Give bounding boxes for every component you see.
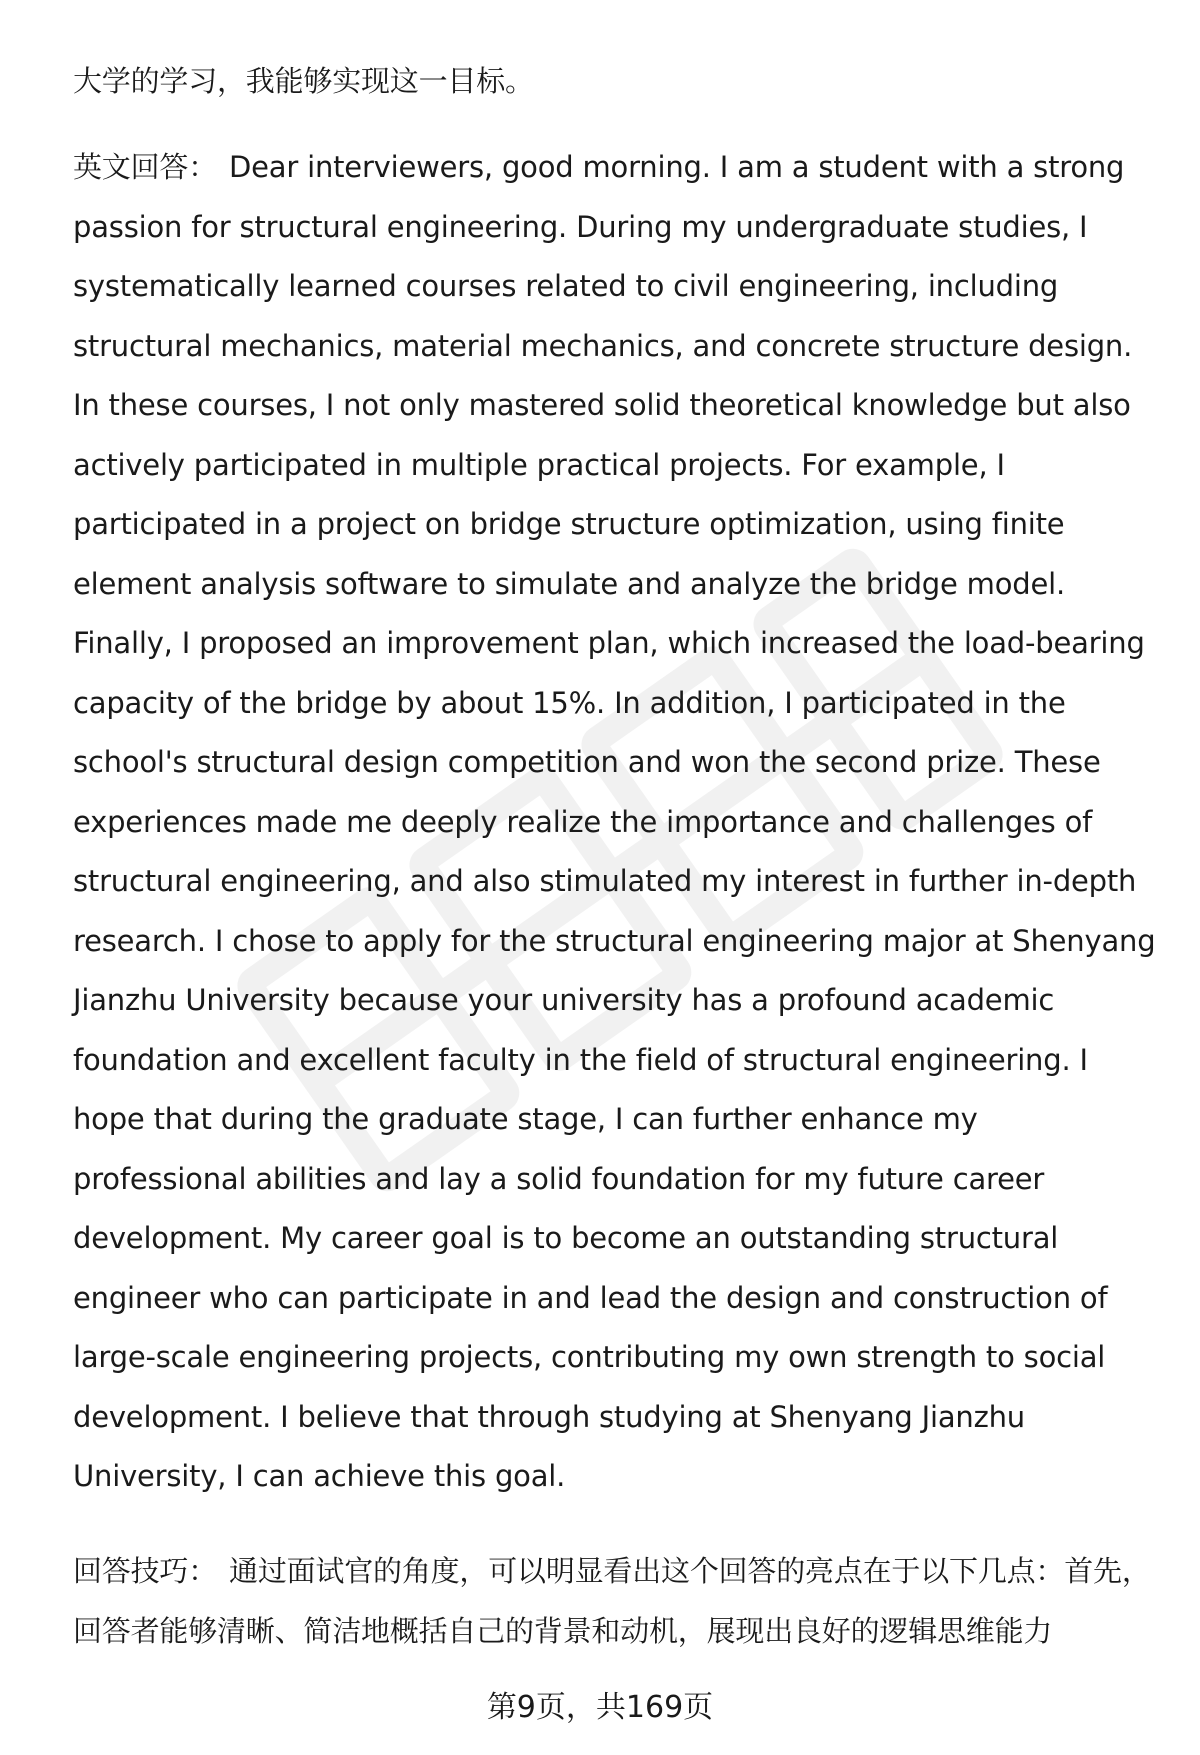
answer-tips-text: 通过面试官的角度，可以明显看出这个回答的亮点在于以下几点：首先，回答者能够清晰、简洁地概括自己的背景和动机，展现出良好的逻辑思维能力 <box>73 1554 1151 1648</box>
english-answer-label: 英文回答： <box>73 150 218 184</box>
page-footer <box>0 1688 1200 1728</box>
page-indicator: 第9页，共169页 <box>486 1690 714 1725</box>
intro-end-text: 大学的学习，我能够实现这一目标。 <box>73 64 534 98</box>
paragraph-answer-tips <box>73 1542 1158 1661</box>
english-answer-text: Dear interviewers, good morning. I am a student with a strong passion for structural engineering. During my undergraduate studies, I systematically learned courses related to civil engineering, including structural mechanics, material mechanics, and concrete structure design. In these courses, I not only mastered solid theoretical knowledge but also actively participated in multiple practical projects. For example, I participated in a project on bridge structure optimization, using finite element analysis software to simulate and analyze the bridge model. Finally, I proposed an improvement plan, which increased the load-bearing capacity of the bridge by about 15%. In addition, I participated in the school's structural design competition and won the second prize. These experiences made me deeply realize the importance and challenges of structural engineering, and also stimulated my interest in further in-depth research. I chose to apply for the structural engineering major at Shenyang Jianzhu University because your university has a profound academic foundation and excellent faculty in the field of structural engineering. I hope that during the graduate stage, I can further enhance my professional abilities and lay a solid foundation for my future career development. My career goal is to become an outstanding structural engineer who can participate in and lead the design and construction of large-scale engineering projects, contributing my own strength to social development. I believe that through studying at Shenyang Jianzhu University, I can achieve this goal. <box>73 150 1156 1493</box>
answer-tips-label: 回答技巧： <box>73 1554 218 1588</box>
paragraph-intro-end <box>73 52 1158 112</box>
paragraph-english-answer <box>73 138 1158 1507</box>
